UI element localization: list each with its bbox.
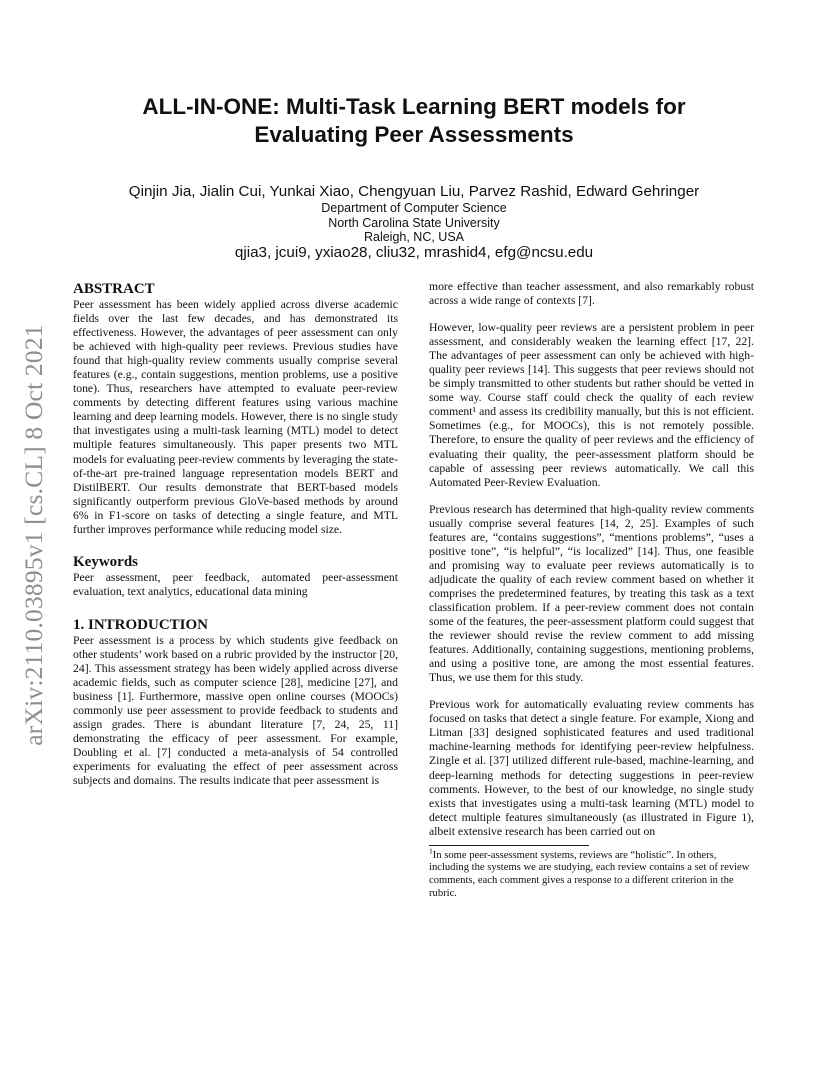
title-line-1: ALL-IN-ONE: Multi-Task Learning BERT models for — [142, 94, 686, 119]
introduction-text: Peer assessment is a process by which students give feedback on other students’ work based on a rubric provided by the instructor [20, 24]. This assessment strategy has been widely applied across diverse academic fields, such as computer science [28], medicine [27], and business [1]. Furthermore, massive open online courses (MOOCs) commonly use peer assessment to provide feedback to students and assign grades. There is abundant literature [7, 24, 25, 11] demonstrating the efficacy of peer assessment. For example, Doubling et al. [7] conducted a meta-analysis of 54 controlled experiments for evaluating the effect of peer assessment across subjects and domains. The results indicate that peer assessment is — [73, 633, 398, 788]
arxiv-identifier-text: arXiv:2110.03895v1 [cs.CL] 8 Oct 2021 — [19, 324, 48, 746]
title-line-2: Evaluating Peer Assessments — [254, 122, 574, 147]
author-list: Qinjin Jia, Jialin Cui, Yunkai Xiao, Chengyuan Liu, Parvez Rashid, Edward Gehringer — [128, 183, 700, 200]
footnote — [429, 846, 754, 900]
paper-title — [70, 93, 758, 149]
left-column — [73, 280, 398, 788]
paragraph: Previous research has determined that high-quality review comments usually comprise several features [14, 2, 25]. Examples of such features are, “contains suggestions”, “mentions problems”, “uses a positive tone”, “is helpful”, “is localized” [14]. Thus, one feasible and promising way to evaluate peer reviews automatically is to adjudicate the quality of each review comment based on whether it comprises the predetermined features, by treating this task as a text classification problem. If a peer-review comment does not contain some of the features, the peer-assessment platform could suggest that the reviewer should revise the review comment to add missing features. Additionally, containing suggestions, mentioning problems, and using a positive tone, are among the most essential features. Thus, we use them for this study. — [429, 502, 754, 685]
affiliation-location: Raleigh, NC, USA — [363, 230, 465, 244]
affiliation — [70, 201, 758, 245]
author-emails: qjia3, jcui9, yxiao28, cliu32, mrashid4, efg@ncsu.edu — [234, 244, 594, 261]
footnote-rule — [429, 845, 589, 846]
footnote-text: In some peer-assessment systems, reviews are “holistic”. In others, including the systems we are studying, each review contains a set of review comments, each comment gives a response to a different criterion in the rubric. — [429, 849, 750, 899]
affiliation-department: Department of Computer Science — [321, 201, 507, 215]
footnote-mark: 1 — [429, 846, 433, 856]
keywords-heading: Keywords — [73, 553, 138, 570]
introduction-heading: 1. INTRODUCTION — [73, 616, 209, 633]
keywords-text: Peer assessment, peer feedback, automated peer-assessment evaluation, text analytics, educational data mining — [73, 570, 398, 598]
affiliation-university: North Carolina State University — [328, 215, 500, 230]
paragraph: more effective than teacher assessment, and also remarkably robust across a wide range of contexts [7]. — [429, 280, 754, 308]
arxiv-identifier — [14, 300, 54, 770]
paragraph: Previous work for automatically evaluating review comments has focused on tasks that detect a single feature. For example, Xiong and Litman [33] designed sophisticated features and used traditional machine-learning methods for identifying peer-review helpfulness. Zingle et al. [37] utilized different rule-based, machine-learning, and deep-learning methods for detecting suggestions in peer-review comments. However, to the best of our knowledge, no single study exists that investigates using a multi-task learning (MTL) model to detect multiple features simultaneously (as illustrated in Figure 1), albeit extensive research has been carried out on — [429, 698, 754, 838]
paragraph: However, low-quality peer reviews are a persistent problem in peer assessment, and considerably weaken the learning effect [17, 22]. The advantages of peer assessment can only be achieved with high-quality peer reviews [14]. This suggests that peer reviews should not be simply transmitted to other students but rather should be vetted in some way. Course staff could check the quality of each review comment¹ and assess its credibility manually, but this is not efficient. Sometimes (e.g., for MOOCs), this is not remotely possible. Therefore, to ensure the quality of peer reviews and the efficiency of evaluating their quality, the peer-assessment platform should be capable of assessing peer reviews automatically. We call this Automated Peer-Review Evaluation. — [429, 321, 754, 489]
abstract-text: Peer assessment has been widely applied across diverse academic fields over the last few decades, and has demonstrated its effectiveness. However, the advantages of peer assessment can only be achieved with high-quality peer reviews. Previous studies have found that high-quality review comments usually comprise several features (e.g., contain suggestions, mention problems, use a positive tone). Thus, researchers have attempted to evaluate peer-review comments by detecting different features using various machine learning and deep learning models. However, there is no single study that investigates using a multi-task learning (MTL) model to detect multiple features simultaneously. This paper presents two MTL models for evaluating peer-review comments by leveraging the state-of-the-art pre-trained language representation models BERT and DistilBERT. Our results demonstrate that BERT-based models significantly outperform previous GloVe-based methods by around 6% in F1-score on tasks of detecting a single feature, and MTL further improves performance while reducing model size. — [73, 298, 398, 536]
abstract-heading: ABSTRACT — [73, 281, 155, 297]
right-column — [429, 280, 754, 900]
